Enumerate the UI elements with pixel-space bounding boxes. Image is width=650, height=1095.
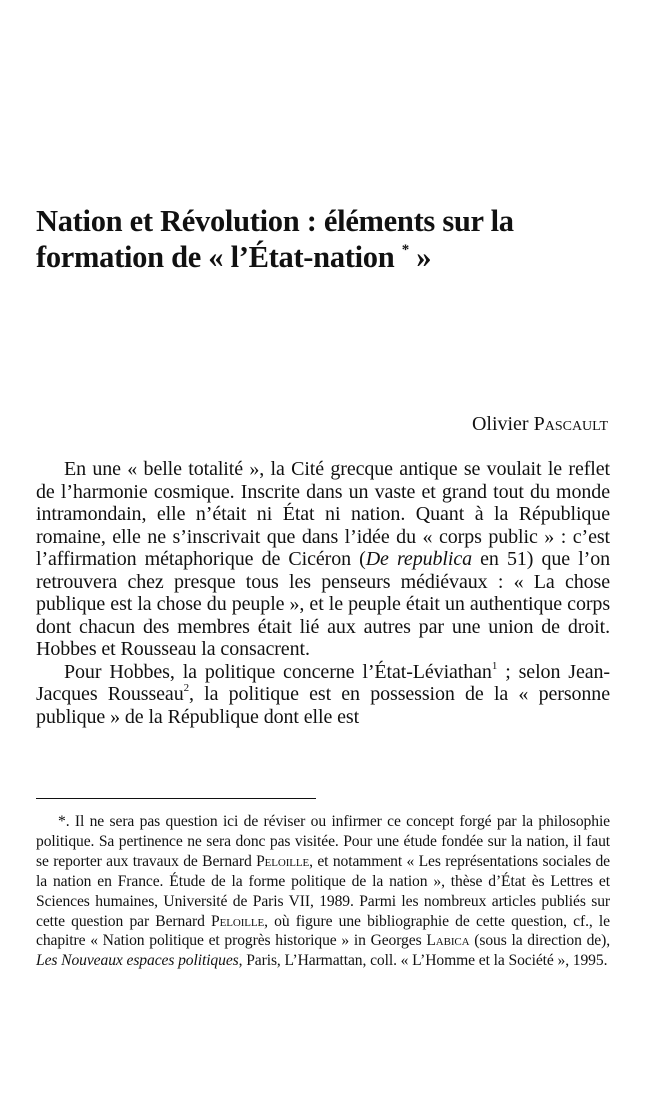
paragraph-1-text-a: En une « belle totalité », la Cité grecque antique se voulait le reflet de l’harmonie cosmique. Inscrite dans un vaste et grand tout du monde intramondain, elle n’était ni État ni nation. Quant à la République romaine, elle ne s’inscrivait que dans l’idée du « corps public » : c’est l’affirmation métaphorique de Cicéron ( bbox=[36, 458, 610, 570]
work-title: De republica bbox=[365, 548, 472, 570]
page bbox=[36, 0, 610, 1095]
author-line bbox=[472, 411, 608, 437]
author-first-name: Olivier bbox=[471, 413, 534, 435]
title-text: Nation et Révolution : éléments sur la formation de « l’État-nation bbox=[36, 204, 514, 274]
footnote bbox=[36, 812, 610, 971]
footnote-mark: *. bbox=[58, 813, 70, 830]
paragraph-1 bbox=[36, 458, 610, 661]
book-title: Les Nouveaux espaces politiques bbox=[36, 952, 239, 970]
footnote-text-e: , Paris, L’Harmattan, coll. « L’Homme et la Société », 1995. bbox=[238, 952, 608, 970]
paragraph-1-text-b: en 51) que l’on retrouvera chez presque tous les penseurs médiévaux : « La chose publique est la chose du peuple », et le peuple était un authentique corps dont chacun des membres était lié aux autres par une union de droit. Hobbes et Rousseau la consacrent. bbox=[36, 548, 611, 660]
article-title bbox=[36, 203, 610, 275]
footnote-ref-2[interactable]: 2 bbox=[183, 682, 190, 694]
paragraph-2-text-a: Pour Hobbes, la politique concerne l’État-Léviathan bbox=[64, 660, 492, 683]
author-name-labica: Labica bbox=[426, 932, 470, 950]
title-footnote-mark: * bbox=[401, 242, 409, 258]
footnote-text-d: (sous la direction de), bbox=[469, 932, 610, 950]
paragraph-2 bbox=[36, 661, 610, 729]
author-name-peloille-1: Peloille bbox=[256, 852, 310, 870]
author-name-peloille-2: Peloille bbox=[211, 912, 265, 930]
paragraph-2-text-b: ; selon Jean-Jacques Rousseau bbox=[36, 660, 610, 705]
footnote-text-c: , où figure une bibliographie de cette question, cf., le chapitre « Nation politique et progrès historique » in Georges bbox=[36, 912, 610, 950]
title-closing-quote: » bbox=[408, 240, 432, 274]
footnote-separator bbox=[36, 798, 316, 799]
author-last-name: Pascault bbox=[533, 413, 608, 435]
body-text bbox=[36, 458, 610, 728]
footnote-text-b: , et notamment « Les représentations sociales de la nation en France. Étude de la forme politique de la nation », thèse d’État ès Lettres et Sciences humaines, Université de Paris VII, 1989. Parmi les nombreux articles publiés sur cette question par Bernard bbox=[36, 852, 610, 930]
footnote-text-a: Il ne sera pas question ici de réviser ou infirmer ce concept forgé par la philosophie politique. Sa pertinence ne sera donc pas visitée. Pour une étude fondée sur la nation, il faut se reporter aux travaux de Bernard bbox=[36, 813, 610, 870]
footnote-ref-1[interactable]: 1 bbox=[491, 659, 498, 672]
paragraph-2-text-c: , la politique est en possession de la « personne publique » de la République dont elle est bbox=[36, 683, 610, 728]
